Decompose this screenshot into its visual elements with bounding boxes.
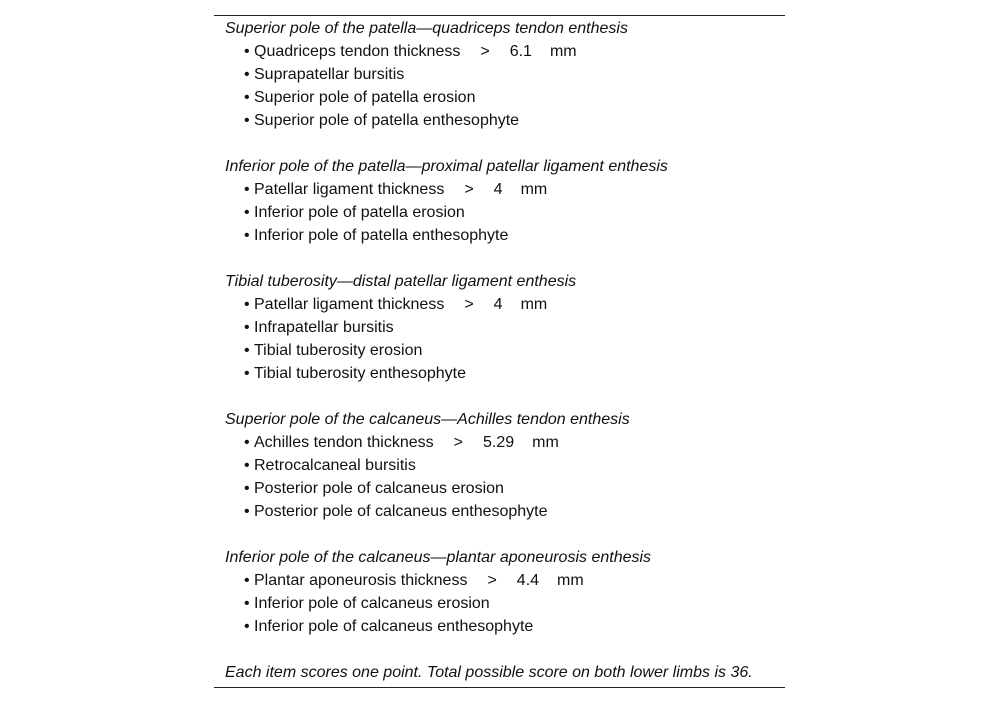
bullet-icon: • (244, 204, 250, 221)
list-item (225, 362, 785, 385)
list-item (225, 109, 785, 132)
item-label: Patellar ligament thickness (254, 181, 445, 198)
bullet-icon: • (244, 342, 250, 359)
item-label: Inferior pole of patella erosion (254, 204, 465, 221)
threshold-value: 4 (493, 296, 503, 313)
enthesis-section (225, 546, 785, 638)
section-heading: Inferior pole of the calcaneus—plantar aponeurosis enthesis (225, 549, 652, 566)
bullet-icon: • (244, 181, 250, 198)
threshold-unit: mm (520, 181, 548, 198)
bullet-icon: • (244, 457, 250, 474)
threshold-operator: > (487, 572, 497, 589)
list-item (225, 431, 785, 454)
scoring-table-content (225, 17, 785, 684)
threshold-unit: mm (532, 434, 559, 451)
bullet-icon: • (244, 43, 250, 60)
table-footnote: Each item scores one point. Total possible score on both lower limbs is 36. (225, 664, 753, 681)
list-item (225, 40, 785, 63)
list-item (225, 500, 785, 523)
section-heading: Superior pole of the calcaneus—Achilles tendon enthesis (225, 411, 630, 428)
bullet-icon: • (244, 112, 250, 129)
bullet-icon: • (244, 319, 250, 336)
list-item (225, 615, 785, 638)
list-item (225, 178, 785, 201)
threshold-operator: > (464, 296, 474, 313)
list-item (225, 316, 785, 339)
item-label: Infrapatellar bursitis (254, 319, 394, 336)
enthesis-section (225, 270, 785, 385)
item-label: Inferior pole of calcaneus erosion (254, 595, 490, 612)
section-heading: Tibial tuberosity—distal patellar ligament enthesis (225, 273, 577, 290)
item-label: Quadriceps tendon thickness (254, 43, 461, 60)
bullet-icon: • (244, 89, 250, 106)
bullet-icon: • (244, 434, 250, 451)
list-item (225, 592, 785, 615)
threshold-unit: mm (557, 572, 584, 589)
list-item (225, 201, 785, 224)
threshold-operator: > (453, 434, 463, 451)
threshold-value: 6.1 (509, 43, 532, 60)
item-label: Tibial tuberosity erosion (254, 342, 423, 359)
threshold-operator: > (464, 181, 474, 198)
bullet-icon: • (244, 572, 250, 589)
list-item (225, 63, 785, 86)
item-label: Plantar aponeurosis thickness (254, 572, 468, 589)
list-item (225, 86, 785, 109)
section-heading: Inferior pole of the patella—proximal patellar ligament enthesis (225, 158, 668, 175)
bullet-icon: • (244, 480, 250, 497)
bullet-icon: • (244, 66, 250, 83)
threshold-value: 4.4 (516, 572, 540, 589)
item-label: Inferior pole of calcaneus enthesophyte (254, 618, 534, 635)
item-label: Suprapatellar bursitis (254, 66, 405, 83)
bullet-icon: • (244, 618, 250, 635)
item-label: Posterior pole of calcaneus erosion (254, 480, 504, 497)
threshold-value: 4 (493, 181, 503, 198)
bullet-icon: • (244, 296, 250, 313)
enthesis-section (225, 408, 785, 523)
item-label: Retrocalcaneal bursitis (254, 457, 416, 474)
item-label: Superior pole of patella erosion (254, 89, 476, 106)
item-label: Achilles tendon thickness (254, 434, 434, 451)
threshold-operator: > (480, 43, 490, 60)
list-item (225, 293, 785, 316)
sections-container (225, 17, 785, 638)
bullet-icon: • (244, 365, 250, 382)
item-label: Tibial tuberosity enthesophyte (254, 365, 466, 382)
list-item (225, 224, 785, 247)
list-item (225, 477, 785, 500)
item-label: Superior pole of patella enthesophyte (254, 112, 520, 129)
bullet-icon: • (244, 595, 250, 612)
list-item (225, 339, 785, 362)
enthesis-section (225, 17, 785, 132)
list-item (225, 454, 785, 477)
threshold-unit: mm (549, 43, 577, 60)
item-label: Patellar ligament thickness (254, 296, 445, 313)
list-item (225, 569, 785, 592)
threshold-value: 5.29 (483, 434, 515, 451)
section-heading: Superior pole of the patella—quadriceps tendon enthesis (225, 20, 628, 37)
bullet-icon: • (244, 227, 250, 244)
threshold-unit: mm (520, 296, 548, 313)
item-label: Inferior pole of patella enthesophyte (254, 227, 509, 244)
enthesis-section (225, 155, 785, 247)
bullet-icon: • (244, 503, 250, 520)
scoring-table (214, 15, 785, 688)
item-label: Posterior pole of calcaneus enthesophyte (254, 503, 548, 520)
